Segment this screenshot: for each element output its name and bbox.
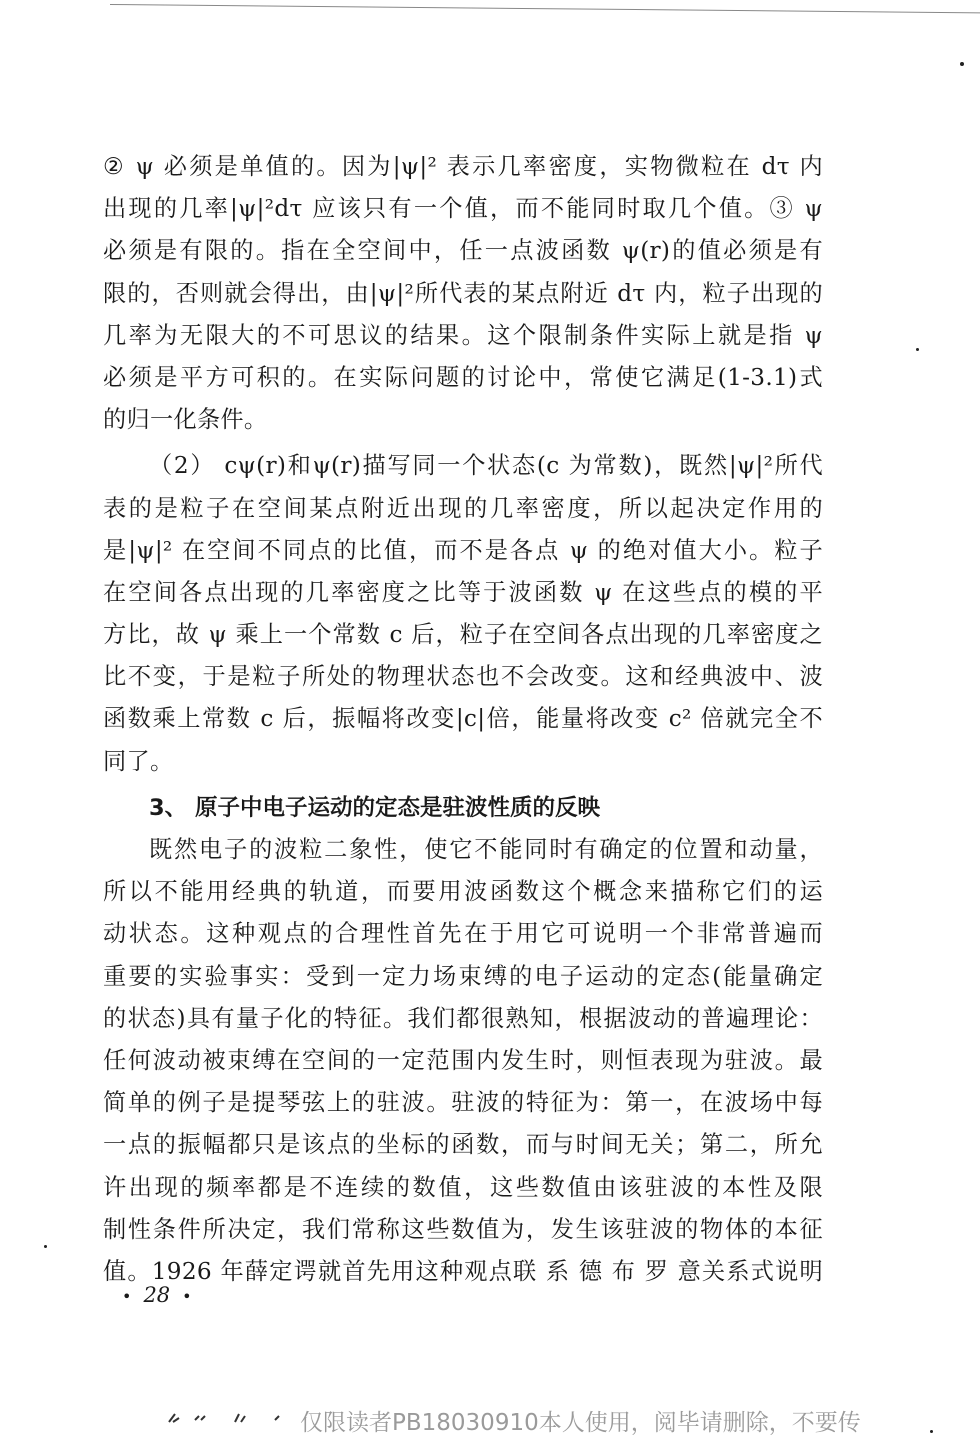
page-top-edge-line	[110, 4, 980, 13]
text-line: 一点的振幅都只是该点的坐标的函数，而与时间无关；第二，所允	[103, 1131, 823, 1159]
scan-artifact-marks	[165, 1410, 285, 1426]
paragraph-2	[103, 445, 823, 783]
text-line: 同了。	[103, 747, 174, 775]
scan-speck	[44, 1245, 47, 1248]
text-line: 必须是平方可积的。在实际问题的讨论中，常使它满足(1-3.1)式	[103, 363, 823, 391]
text-line: （2） cψ(r)和ψ(r)描写同一个状态(c 为常数)，既然|ψ|²所代	[149, 452, 823, 480]
scan-speck	[930, 1430, 933, 1433]
text-line: 在空间各点出现的几率密度之比等于波函数 ψ 在这些点的模的平	[103, 578, 823, 606]
section-heading: 3、 原子中电子运动的定态是驻波性质的反映	[149, 794, 600, 821]
text-line: 出现的几率|ψ|²dτ 应该只有一个值，而不能同时取几个值。③ ψ	[103, 195, 823, 223]
scan-speck	[960, 62, 964, 66]
text-line: 限的，否则就会得出，由|ψ|²所代表的某点附近 dτ 内，粒子出现的	[103, 279, 823, 307]
text-line: ② ψ 必须是单值的。因为|ψ|² 表示几率密度，实物微粒在 dτ 内	[103, 153, 823, 180]
text-line: 是|ψ|² 在空间不同点的比值，而不是各点 ψ 的绝对值大小。粒子	[103, 536, 823, 564]
watermark: 仅限读者PB18030910本人使用，阅毕请删除，不要传	[300, 1410, 861, 1436]
text-line: 动状态。这种观点的合理性首先在于用它可说明一个非常普遍而	[103, 920, 823, 948]
text-line: 许出现的频率都是不连续的数值，这些数值由该驻波的本性及限	[103, 1173, 823, 1201]
scan-speck	[916, 348, 919, 351]
text-line: 简单的例子是提琴弦上的驻波。驻波的特征为：第一，在波场中每	[103, 1089, 823, 1117]
text-line: 的状态)具有量子化的特征。我们都很熟知，根据波动的普遍理论：	[103, 1004, 823, 1032]
text-line: 既然电子的波粒二象性，使它不能同时有确定的位置和动量，	[149, 836, 823, 863]
page-number	[110, 1283, 204, 1307]
text-line: 制性条件所决定，我们常称这些数值为，发生该驻波的物体的本征	[103, 1215, 823, 1243]
page-number-dot-left: •	[122, 1287, 132, 1306]
text-line: 值。1926 年薛定谔就首先用这种观点联 系 德 布 罗 意关系式说明	[103, 1257, 823, 1285]
paragraph-1	[103, 146, 823, 441]
text-line: 表的是粒子在空间某点附近出现的几率密度，所以起决定作用的	[103, 494, 823, 522]
text-line: 重要的实验事实：受到一定力场束缚的电子运动的定态(能量确定	[103, 962, 823, 990]
page-number-dot-right: •	[182, 1287, 192, 1306]
text-line: 的归一化条件。	[103, 406, 268, 434]
section-body	[103, 829, 823, 1293]
text-line: 函数乘上常数 c 后，振幅将改变|c|倍，能量将改变 c² 倍就完全不	[103, 705, 823, 733]
text-line: 任何波动被束缚在空间的一定范围内发生时，则恒表现为驻波。最	[103, 1046, 823, 1074]
text-line: 比不变，于是粒子所处的物理状态也不会改变。这和经典波中、波	[103, 663, 823, 691]
text-line: 方比，故 ψ 乘上一个常数 c 后，粒子在空间各点出现的几率密度之	[103, 621, 823, 649]
text-line: 所以不能用经典的轨道，而要用波函数这个概念来描称它们的运	[103, 878, 823, 906]
body-text	[103, 146, 823, 1293]
text-line: 几率为无限大的不可思议的结果。这个限制条件实际上就是指 ψ	[103, 321, 823, 349]
text-line: 必须是有限的。指在全空间中，任一点波函数 ψ(r)的值必须是有	[103, 237, 823, 265]
page-number-value: 28	[143, 1283, 171, 1307]
